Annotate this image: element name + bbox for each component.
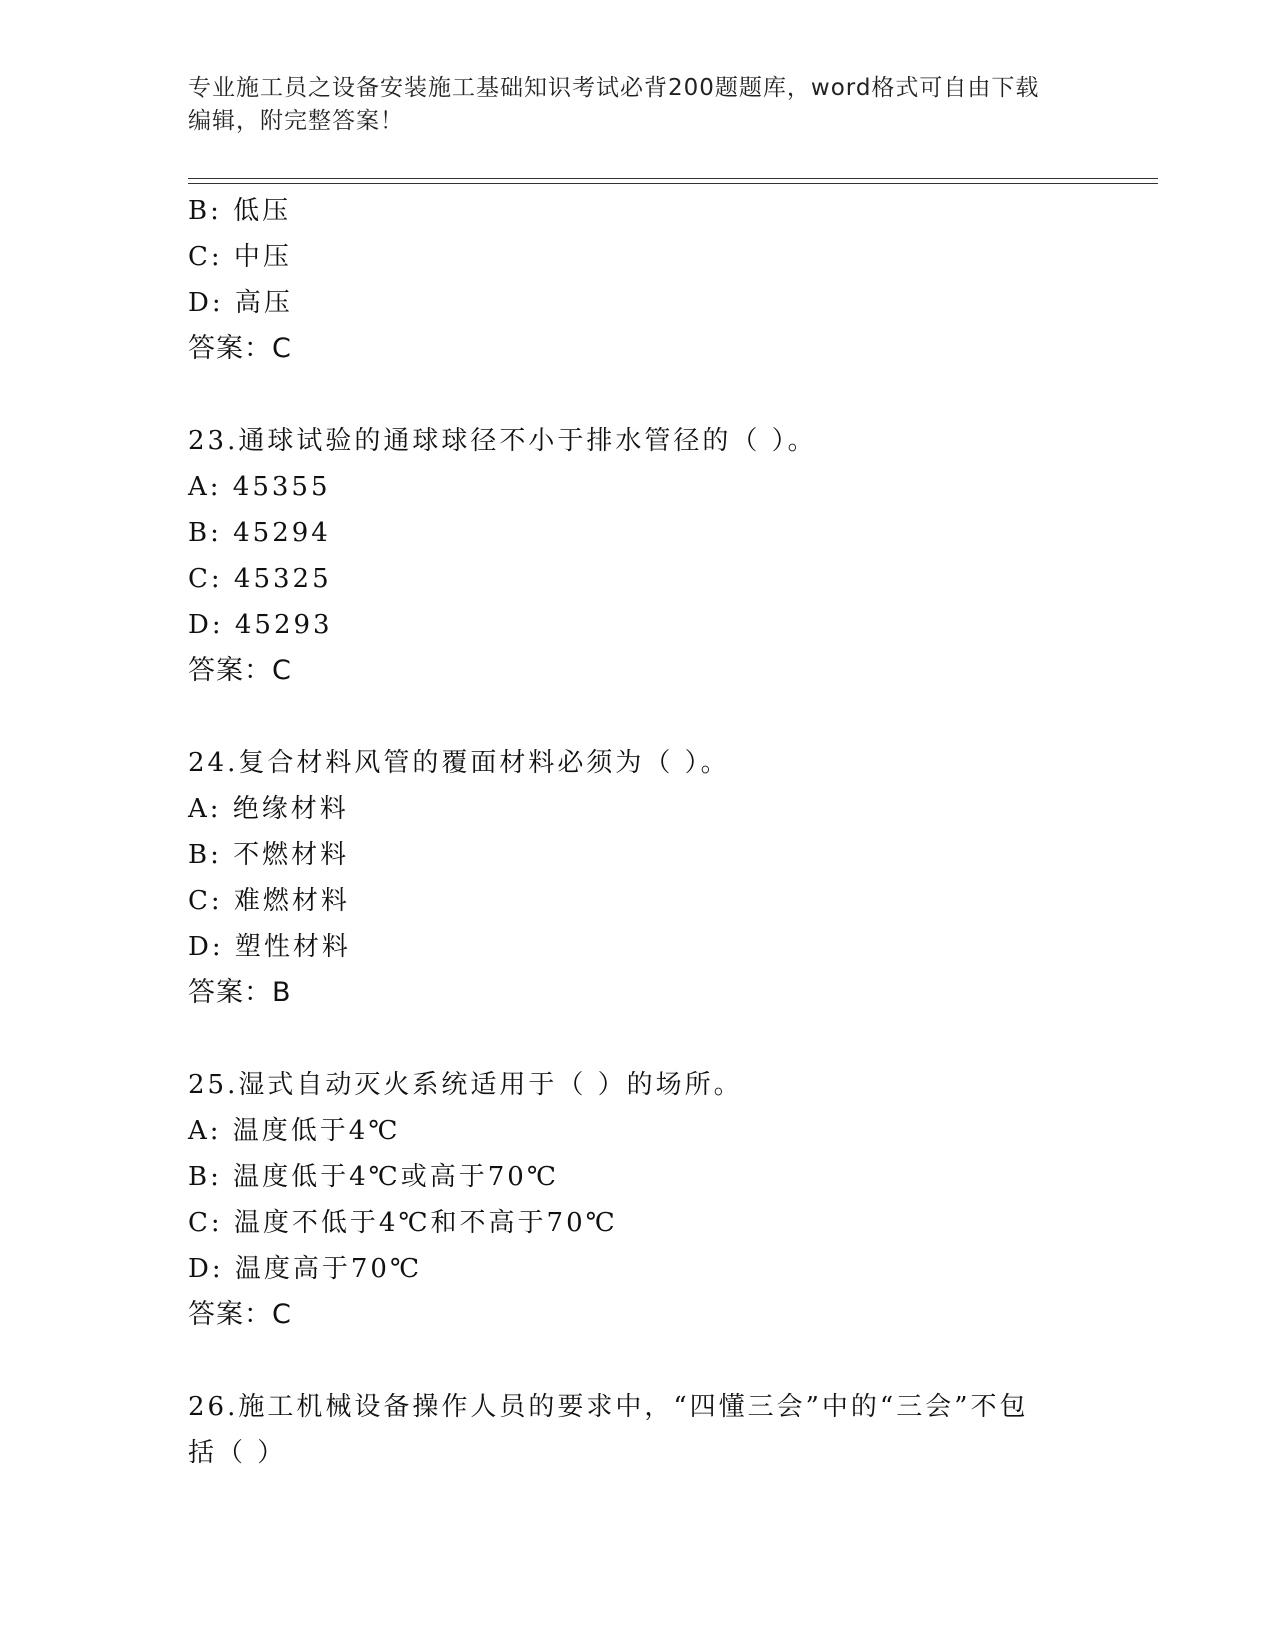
answer-line: 答案：B [188, 977, 292, 1008]
answer-line: 答案：C [188, 333, 292, 364]
option-d: D: 高压 [188, 288, 293, 318]
option-c: C: 45325 [188, 564, 332, 594]
option-b: B: 不燃材料 [188, 840, 350, 870]
question-23 [188, 418, 1088, 694]
header-divider-bottom [188, 183, 1158, 184]
question-stem: 23.通球试验的通球球径不小于排水管径的（ ）。 [188, 426, 817, 456]
question-stem: 24.复合材料风管的覆面材料必须为（ ）。 [188, 748, 730, 778]
document-header [188, 72, 1068, 138]
option-a: A: 温度低于4℃ [188, 1116, 401, 1146]
option-a: A: 45355 [188, 472, 331, 502]
answer-line: 答案：C [188, 1299, 292, 1330]
option-b: B: 温度低于4℃或高于70℃ [188, 1162, 559, 1192]
option-a: A: 绝缘材料 [188, 794, 349, 824]
option-d: D: 温度高于70℃ [188, 1254, 423, 1284]
option-c: C: 中压 [188, 242, 292, 272]
option-b: B: 低压 [188, 196, 292, 226]
question-26 [188, 1384, 1068, 1476]
answer-line: 答案：C [188, 655, 292, 686]
option-c: C: 温度不低于4℃和不高于70℃ [188, 1208, 618, 1238]
header-title-line-2: 编辑，附完整答案！ [188, 108, 404, 134]
spacer [188, 1338, 1088, 1384]
spacer [188, 1016, 1088, 1062]
question-stem-line-1: 26.施工机械设备操作人员的要求中，“四懂三会”中的“三会”不包 [188, 1392, 1029, 1422]
question-22-continued [188, 188, 1088, 372]
option-d: D: 45293 [188, 610, 333, 640]
header-divider-top [188, 178, 1158, 179]
spacer [188, 372, 1088, 418]
header-title-line-1: 专业施工员之设备安装施工基础知识考试必背200题题库，word格式可自由下载 [188, 75, 1040, 101]
option-c: C: 难燃材料 [188, 886, 350, 916]
question-24 [188, 740, 1088, 1016]
option-d: D: 塑性材料 [188, 932, 351, 962]
question-25 [188, 1062, 1088, 1338]
spacer [188, 694, 1088, 740]
option-b: B: 45294 [188, 518, 331, 548]
question-stem: 25.湿式自动灭火系统适用于（ ）的场所。 [188, 1070, 743, 1100]
question-list [188, 188, 1088, 1476]
question-stem-line-2: 括（ ） [188, 1438, 287, 1468]
